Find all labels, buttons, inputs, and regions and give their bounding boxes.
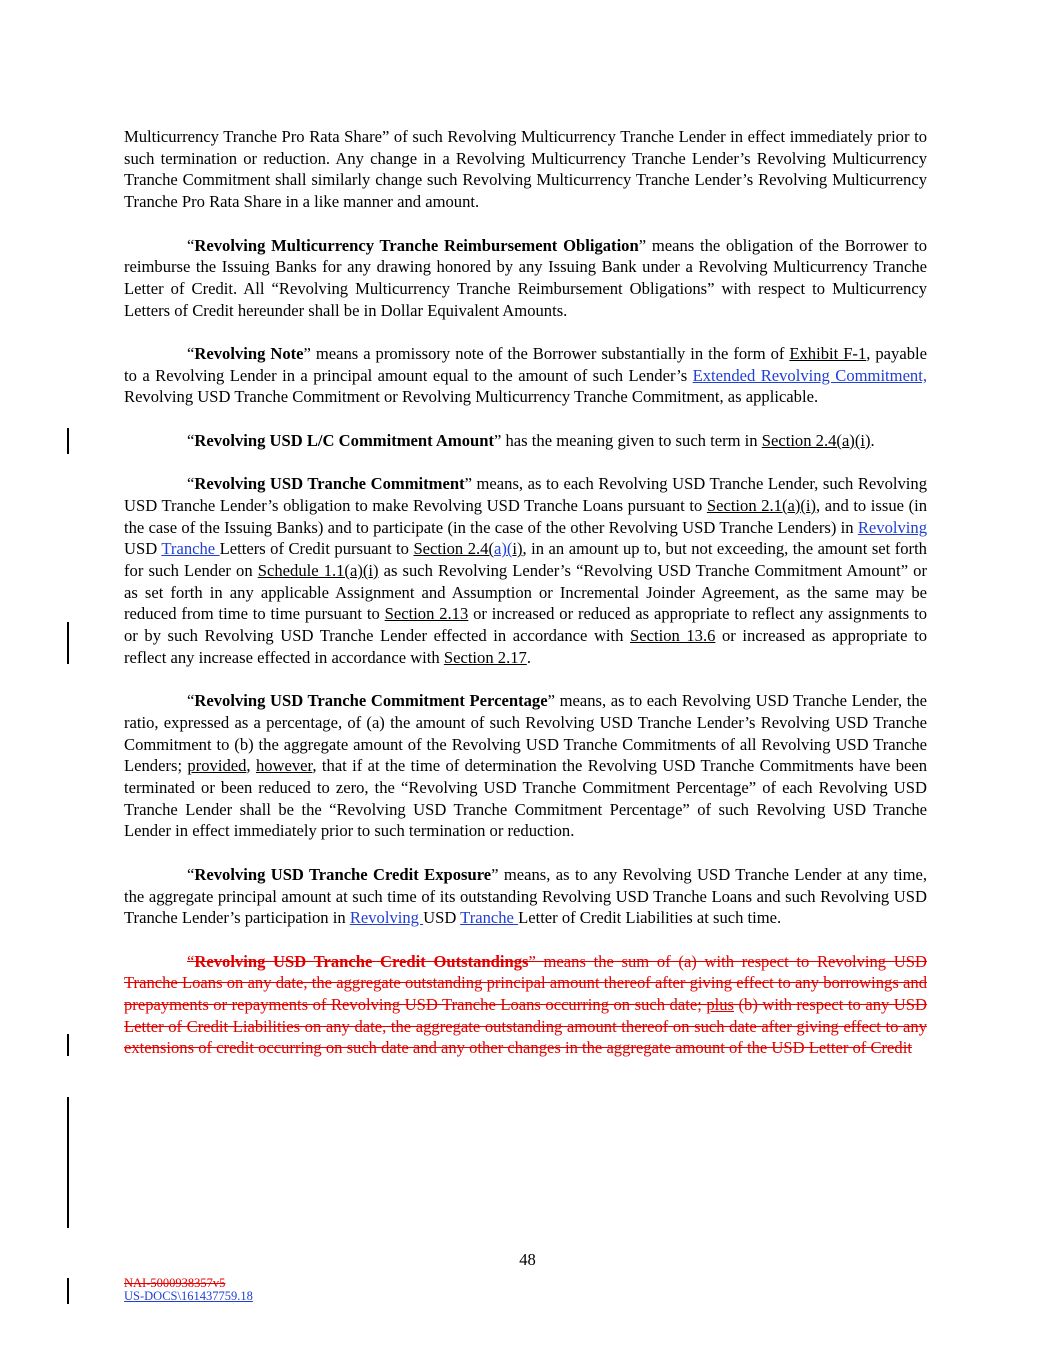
quote-open: “ [187, 691, 195, 711]
change-bar [67, 1278, 69, 1304]
quote-open: “ [187, 864, 195, 884]
definition-text: , and to issue (in the case of the Issuing Banks) and to participate (in the case of the other Revolving USD Tranche Lenders) in [124, 495, 928, 537]
cross-reference: Section 2.4( [413, 539, 494, 559]
definition-text: . [870, 430, 875, 450]
deleted-definition-usd-tranche-credit-outstandings [124, 951, 927, 1060]
deleted-doc-id: NAI-5000938357v5 [124, 1276, 226, 1290]
definition-text: USD [423, 908, 461, 928]
quote-open: “ [187, 235, 195, 255]
deleted-text: (b) with respect to any USD Letter of Credit Liabilities on any date, the aggregate outstanding amount thereof on such date after giving effect to any extensions of credit occurring on such date and any other changes in the aggregate amount of the USD Letter of Credit [124, 995, 928, 1058]
cross-reference: Section 13.6 [630, 626, 716, 646]
document-body [124, 126, 927, 1059]
cross-reference: Exhibit F-1 [789, 344, 867, 363]
defined-term: Revolving USD Tranche Credit Outstandings [194, 951, 529, 971]
quote-open: “ [187, 430, 195, 450]
cross-reference: Section 2.4(a)(i) [761, 430, 871, 450]
definition-usd-tranche-commitment [124, 473, 927, 668]
defined-term: Revolving USD Tranche Commitment [194, 474, 465, 494]
definition-usd-tranche-credit-exposure [124, 864, 927, 929]
definition-text: Letter of Credit Liabilities at such time. [518, 908, 782, 928]
definition-text: Revolving USD Tranche Commitment or Revolving Multicurrency Tranche Commitment, as applicable. [124, 387, 819, 407]
definition-text: . [526, 647, 531, 667]
defined-term: Revolving Note [194, 344, 304, 363]
cross-reference: Schedule 1.1(a)(i) [257, 561, 379, 580]
inserted-doc-id: US-DOCS\161437759.18 [124, 1288, 253, 1303]
footer-doc-ids [124, 1277, 253, 1302]
paragraph-continuation [124, 126, 927, 213]
definition-text: , that if at the time of determination the Revolving USD Tranche Commitments have been terminated or been reduced to zero, the “Revolving USD Tranche Commitment Percentage” of each Revolving USD Tranche Lender shall be the “Revolving USD Tranche Commitment Percentage” of such Revolving USD Tranche Lender in effect immediately prior to such termination or reduction. [124, 756, 928, 841]
quote-open: “ [187, 951, 195, 971]
cross-reference: Section 2.1(a)(i) [706, 495, 817, 515]
inserted-text: a)( [493, 539, 513, 559]
emphasis-term: provided [187, 756, 247, 776]
definition-text: , [246, 756, 256, 776]
quote-open: “ [187, 474, 195, 494]
quote-open: “ [187, 344, 195, 363]
defined-term: Revolving Multicurrency Tranche Reimbursement Obligation [194, 235, 639, 255]
definition-text: ” means the obligation of the Borrower to reimburse the Issuing Banks for any drawing honored by any Issuing Bank under a Revolving Multicurrency Tranche Letter of Credit. All “Revolving Multicurrency Tranche Reimbursement Obligations” with respect to Multicurrency Letters of Credit hereunder shall be in Dollar Equivalent Amounts. [124, 235, 927, 320]
definition-text: , in an amount up to, but not exceeding, the amount set forth for such Lender on [124, 539, 927, 580]
change-bar [67, 428, 69, 454]
emphasis-term: however [255, 756, 313, 776]
definition-text: Letters of Credit pursuant to [219, 539, 414, 559]
change-bar [67, 622, 69, 664]
definition-text: ” has the meaning given to such term in [494, 430, 762, 450]
definition-usd-tranche-commitment-percentage [124, 690, 927, 842]
inserted-text: Tranche [161, 539, 220, 559]
definition-usd-lc-commitment-amount [124, 430, 927, 452]
paragraph-text: Multicurrency Tranche Pro Rata Share” of such Revolving Multicurrency Tranche Lender in effect immediately prior to such termination or reduction. Any change in a Revolving Multicurrency Tranche Lender’s Revolving Multicurrency Tranche Commitment shall similarly change such Revolving Multicurrency Tranche Lender’s Revolving Multicurrency Tranche Pro Rata Share in a like manner and amount. [124, 127, 927, 212]
definition-reimbursement-obligation [124, 235, 927, 322]
definition-text: or increased as appropriate to reflect any increase effected in accordance with [124, 626, 928, 667]
definition-text: ” means, as to each Revolving USD Tranche Lender, such Revolving USD Tranche Lender’s obligation to make Revolving USD Tranche Loans pursuant to [124, 474, 927, 515]
cross-reference: i) [512, 539, 523, 559]
defined-term: Revolving USD L/C Commitment Amount [194, 430, 494, 450]
definition-text: ” means, as to each Revolving USD Tranche Lender, the ratio, expressed as a percentage, of (a) the amount of such Revolving USD Tranche Lender’s Revolving USD Tranche Commitment to (b) the aggregate amount of the Revolving USD Tranche Commitments of all Revolving USD Tranche Lenders; [124, 691, 927, 776]
definition-text: , payable to a Revolving Lender in a principal amount equal to the amount of such Lender’s [124, 344, 927, 385]
cross-reference: Section 2.13 [384, 604, 469, 624]
definition-text: ” means, as to any Revolving USD Tranche Lender at any time, the aggregate principal amount at such time of its outstanding Revolving USD Tranche Loans and such Revolving USD Tranche Lender’s participation in [124, 864, 928, 928]
change-bar [67, 1034, 69, 1056]
definition-text: USD [124, 539, 162, 559]
definition-text: ” means a promissory note of the Borrower substantially in the form of [303, 344, 790, 363]
inserted-text: Revolving [349, 908, 424, 928]
inserted-text: Tranche [460, 908, 519, 928]
definition-text: as such Revolving Lender’s “Revolving USD Tranche Commitment Amount” or as set forth in any applicable Assignment and Assumption or Incremental Joinder Agreement, as the same may be reduced from time to time pursuant to [124, 561, 927, 624]
definition-text: or increased or reduced as appropriate to reflect any assignments to or by such Revolving USD Tranche Lender effected in accordance with [124, 604, 927, 646]
definition-revolving-note [124, 343, 927, 408]
inserted-text: Revolving [857, 517, 927, 537]
defined-term: Revolving USD Tranche Commitment Percentage [194, 691, 548, 711]
emphasis-term: plus [706, 995, 734, 1015]
change-bar [67, 1097, 69, 1228]
deleted-text: ” means the sum of (a) with respect to Revolving USD Tranche Loans on any date, the aggregate outstanding principal amount thereof after giving effect to any borrowings and prepayments or repayments of Revolving USD Tranche Loans occurring on such date; [124, 951, 927, 1015]
cross-reference: Section 2.17 [443, 647, 527, 667]
defined-term: Revolving USD Tranche Credit Exposure [194, 864, 492, 884]
page-number: 48 [519, 1250, 536, 1269]
inserted-text: Extended Revolving Commitment, [692, 365, 927, 385]
